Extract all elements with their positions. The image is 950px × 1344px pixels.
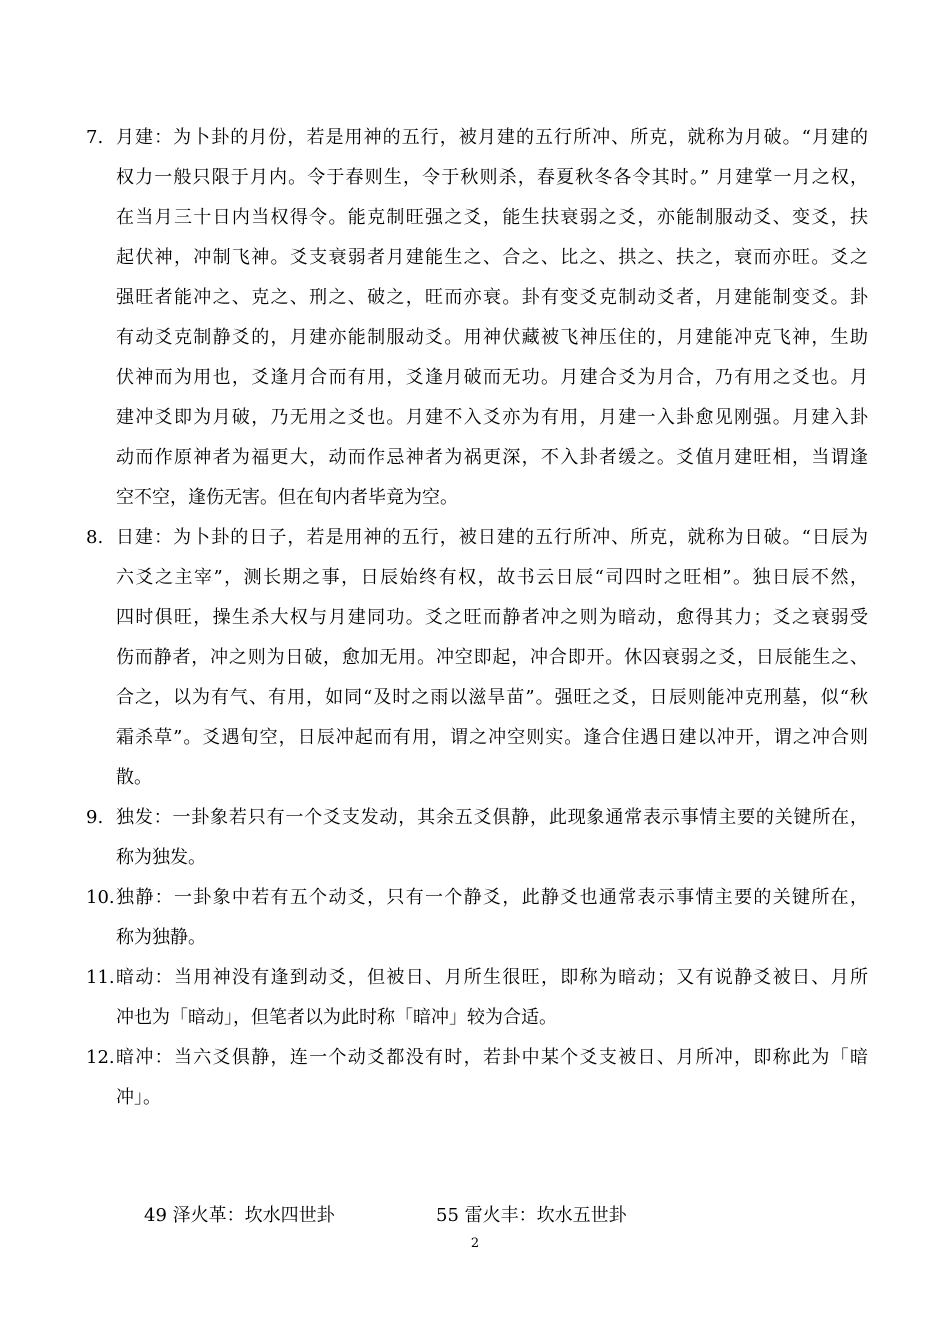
list-item bbox=[86, 118, 868, 518]
text-line: 强旺者能冲之、克之、刑之、破之，旺而亦衰。卦有变爻克制动爻者，月建能制变爻。卦 bbox=[116, 287, 868, 308]
text-line: 空不空，逢伤无害。但在旬内者毕竟为空。 bbox=[116, 487, 458, 508]
text-line: 伏神而为用也，爻逢月合而有用，爻逢月破而无功。月建合爻为月合，乃有用之爻也。月 bbox=[116, 367, 868, 388]
list-item-text bbox=[116, 118, 868, 518]
list-item-number: 12. bbox=[86, 1047, 115, 1068]
text-line: 暗动：当用神没有逢到动爻，但被日、月所生很旺，即称为暗动；又有说静爻被日、月所 bbox=[116, 967, 868, 988]
text-line: 权力一般只限于月内。令于春则生，令于秋则杀，春夏秋冬各令其时。” 月建掌一月之权， bbox=[116, 167, 868, 188]
list-item bbox=[86, 798, 868, 878]
list-item-text bbox=[116, 958, 868, 1038]
list-item bbox=[86, 518, 868, 798]
text-line: 起伏神，冲制飞神。爻支衰弱者月建能生之、合之、比之、拱之、扶之，衰而亦旺。爻之 bbox=[116, 247, 868, 268]
list-item-text bbox=[116, 878, 868, 958]
list-item bbox=[86, 878, 868, 958]
text-line: 四时俱旺，操生杀大权与月建同功。爻之旺而静者冲之则为暗动，愈得其力；爻之衰弱受 bbox=[116, 607, 868, 628]
page-number: 2 bbox=[470, 1236, 480, 1251]
list-item-text bbox=[116, 518, 868, 798]
list-item-number: 7. bbox=[86, 127, 104, 148]
text-line: 伤而静者，冲之则为日破，愈加无用。冲空即起，冲合即开。休囚衰弱之爻，日辰能生之、 bbox=[116, 647, 868, 668]
text-line: 动而作原神者为福更大，动而作忌神者为祸更深，不入卦者缓之。爻值月建旺相，当谓逢 bbox=[116, 447, 868, 468]
list-item bbox=[86, 958, 868, 1038]
list-item-number: 10. bbox=[86, 887, 115, 908]
list-item-number: 8. bbox=[86, 527, 104, 548]
text-line: 有动爻克制静爻的，月建亦能制服动爻。用神伏藏被飞神压住的，月建能冲克飞神，生助 bbox=[116, 327, 868, 348]
list-item-text bbox=[116, 1038, 868, 1118]
text-line: 在当月三十日内当权得令。能克制旺强之爻，能生扶衰弱之爻，亦能制服动爻、变爻，扶 bbox=[116, 207, 868, 228]
hexagram-caption-right: 55 雷火丰：坎水五世卦 bbox=[436, 1205, 627, 1226]
hexagram-caption-row bbox=[0, 1196, 950, 1236]
text-line: 六爻之主宰”，测长期之事，日辰始终有权，故书云日辰“司四时之旺相”。独日辰不然， bbox=[116, 567, 868, 588]
text-line: 独静：一卦象中若有五个动爻，只有一个静爻，此静爻也通常表示事情主要的关键所在， bbox=[116, 887, 868, 908]
list-item bbox=[86, 1038, 868, 1118]
text-line: 冲也为「暗动」，但笔者以为此时称「暗冲」较为合适。 bbox=[116, 1007, 557, 1028]
text-line: 暗冲：当六爻俱静，连一个动爻都没有时，若卦中某个爻支被日、月所冲，即称此为「暗 bbox=[116, 1047, 868, 1068]
list-item-number: 11. bbox=[86, 967, 115, 988]
text-line: 称为独静。 bbox=[116, 927, 206, 948]
text-line: 散。 bbox=[116, 767, 152, 788]
definition-list bbox=[86, 118, 868, 1118]
text-line: 合之，以为有气、有用，如同“及时之雨以滋旱苗”。强旺之爻，日辰则能冲克刑墓，似“秋 bbox=[116, 687, 868, 708]
text-line: 独发：一卦象若只有一个爻支发动，其余五爻俱静，此现象通常表示事情主要的关键所在， bbox=[116, 807, 868, 828]
text-line: 建冲爻即为月破，乃无用之爻也。月建不入爻亦为有用，月建一入卦愈见刚强。月建入卦 bbox=[116, 407, 868, 428]
hexagram-caption-left: 49 泽火革：坎水四世卦 bbox=[144, 1205, 335, 1226]
list-item-number: 9. bbox=[86, 807, 104, 828]
text-line: 霜杀草”。爻遇旬空，日辰冲起而有用，谓之冲空则实。逢合住遇日建以冲开，谓之冲合则 bbox=[116, 727, 868, 748]
text-line: 日建：为卜卦的日子，若是用神的五行，被日建的五行所冲、所克，就称为日破。“日辰为 bbox=[116, 527, 868, 548]
list-item-text bbox=[116, 798, 868, 878]
text-line: 月建：为卜卦的月份，若是用神的五行，被月建的五行所冲、所克，就称为月破。“月建的 bbox=[116, 127, 868, 148]
text-line: 冲」。 bbox=[116, 1087, 161, 1108]
text-line: 称为独发。 bbox=[116, 847, 206, 868]
